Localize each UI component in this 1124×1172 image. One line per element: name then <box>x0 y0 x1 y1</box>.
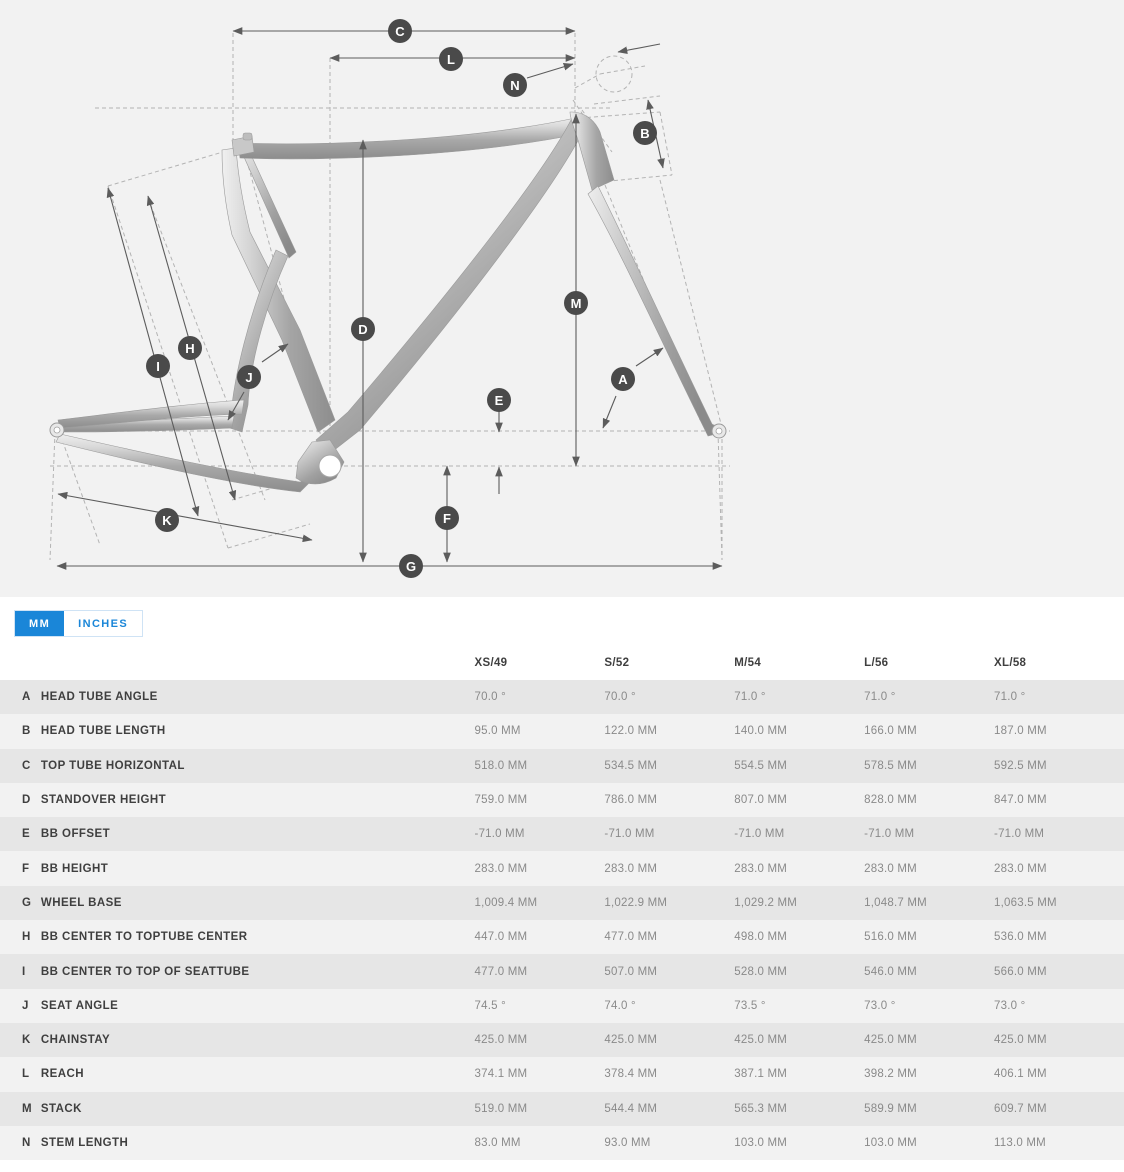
row-measurement-name: BB OFFSET <box>40 828 111 841</box>
header-row <box>0 645 1124 680</box>
row-value-S/52: 70.0 ° <box>604 691 636 704</box>
row-value-M/54: 103.0 MM <box>734 1137 788 1149</box>
row-value-XL/58: 847.0 MM <box>994 794 1047 807</box>
row-value-M/54: 565.3 MM <box>734 1102 788 1115</box>
row-letter: B <box>22 725 31 738</box>
header-name <box>41 645 475 680</box>
callout-G <box>399 554 423 578</box>
row-measurement-name: SEAT ANGLE <box>40 999 119 1012</box>
row-letter: H <box>22 931 31 944</box>
row-value-XL/58: 425.0 MM <box>994 1034 1047 1047</box>
row-value-XS/49: 95.0 MM <box>474 725 521 738</box>
geometry-table-header <box>0 645 1124 680</box>
callout-D <box>351 317 375 341</box>
row-value-S/52: 425.0 MM <box>604 1034 658 1047</box>
unit-toggle-mm[interactable]: MM <box>15 611 64 636</box>
row-value-XS/49: 83.0 MM <box>474 1137 521 1149</box>
row-value-M/54: 528.0 MM <box>734 965 788 978</box>
row-value-M/54: 387.1 MM <box>734 1068 788 1081</box>
row-letter: D <box>22 794 31 807</box>
row-measurement-name: STEM LENGTH <box>40 1137 129 1149</box>
row-letter: J <box>22 999 29 1012</box>
row-value-XS/49: 374.1 MM <box>474 1068 528 1081</box>
row-measurement-name: CHAINSTAY <box>40 1034 111 1047</box>
row-value-S/52: 786.0 MM <box>604 794 658 807</box>
table-row <box>0 886 1124 920</box>
table-row <box>0 783 1124 817</box>
callout-J <box>237 365 261 389</box>
row-value-XL/58: 113.0 MM <box>994 1137 1046 1149</box>
row-value-M/54: 73.5 ° <box>734 999 766 1012</box>
row-value-XL/58: 406.1 MM <box>994 1068 1047 1081</box>
row-letter: C <box>22 759 31 772</box>
callout-I-label: I <box>156 359 160 374</box>
table-row <box>0 1126 1124 1160</box>
table-row <box>0 817 1124 851</box>
row-value-XS/49: 70.0 ° <box>474 691 506 704</box>
row-value-XS/49: 425.0 MM <box>474 1034 528 1047</box>
row-value-XL/58: -71.0 MM <box>994 828 1045 841</box>
unit-toggle[interactable] <box>14 610 143 637</box>
row-value-S/52: 122.0 MM <box>604 725 658 738</box>
callout-M <box>564 291 588 315</box>
row-value-S/52: 93.0 MM <box>604 1137 651 1149</box>
callout-L <box>439 47 463 71</box>
header-size-xs: XS/49 <box>475 645 605 680</box>
row-value-S/52: 378.4 MM <box>604 1068 658 1081</box>
row-value-S/52: -71.0 MM <box>604 828 655 841</box>
row-value-XL/58: 536.0 MM <box>994 931 1047 944</box>
row-value-M/54: 425.0 MM <box>734 1034 788 1047</box>
row-value-S/52: 74.0 ° <box>604 999 636 1012</box>
callout-N-label: N <box>510 78 520 93</box>
callout-B <box>633 121 657 145</box>
callout-B-label: B <box>640 126 650 141</box>
callout-N <box>503 73 527 97</box>
callout-M-label: M <box>570 296 582 311</box>
geometry-table <box>0 645 1124 1160</box>
row-measurement-name: STANDOVER HEIGHT <box>40 794 167 807</box>
table-row <box>0 1023 1124 1057</box>
row-measurement-name: BB CENTER TO TOPTUBE CENTER <box>40 931 248 944</box>
row-letter: K <box>22 1034 31 1047</box>
table-row <box>0 749 1124 783</box>
row-measurement-name: HEAD TUBE LENGTH <box>40 725 166 738</box>
row-letter: I <box>22 965 26 978</box>
row-letter: F <box>22 862 30 875</box>
row-value-L/56: -71.0 MM <box>864 828 915 841</box>
row-value-XL/58: 187.0 MM <box>994 725 1047 738</box>
table-row <box>0 1092 1124 1126</box>
header-size-l: L/56 <box>864 645 994 680</box>
row-value-L/56: 166.0 MM <box>864 725 917 738</box>
header-letter <box>0 645 41 680</box>
row-letter: M <box>22 1102 32 1115</box>
row-value-L/56: 398.2 MM <box>864 1068 917 1081</box>
callout-C-label: C <box>395 24 405 39</box>
row-value-XL/58: 592.5 MM <box>994 759 1047 772</box>
row-value-M/54: 140.0 MM <box>734 725 788 738</box>
row-value-S/52: 507.0 MM <box>604 965 658 978</box>
row-value-L/56: 578.5 MM <box>864 759 917 772</box>
row-value-M/54: 71.0 ° <box>734 691 766 704</box>
callout-L-label: L <box>447 52 455 67</box>
row-value-XS/49: 759.0 MM <box>474 794 528 807</box>
row-letter: L <box>22 1068 30 1081</box>
row-value-XS/49: 447.0 MM <box>474 931 528 944</box>
row-value-S/52: 534.5 MM <box>604 759 658 772</box>
row-value-XL/58: 566.0 MM <box>994 965 1047 978</box>
row-value-L/56: 546.0 MM <box>864 965 917 978</box>
row-value-L/56: 103.0 MM <box>864 1137 917 1149</box>
callout-F-label: F <box>443 511 451 526</box>
rear-dropout <box>54 427 60 433</box>
front-dropout <box>716 428 722 434</box>
header-size-m: M/54 <box>734 645 864 680</box>
callout-E-label: E <box>494 393 504 408</box>
callout-D-label: D <box>358 322 368 337</box>
row-value-M/54: 1,029.2 MM <box>734 896 798 909</box>
row-value-XL/58: 73.0 ° <box>994 999 1026 1012</box>
row-value-XS/49: 518.0 MM <box>474 759 528 772</box>
callout-J-label: J <box>245 370 253 385</box>
row-measurement-name: BB HEIGHT <box>40 862 109 875</box>
callout-I <box>146 354 170 378</box>
bottom-bracket-center <box>319 455 341 477</box>
row-value-M/54: 807.0 MM <box>734 794 788 807</box>
table-row <box>0 1057 1124 1091</box>
row-value-XS/49: 74.5 ° <box>474 999 506 1012</box>
row-letter: A <box>22 691 31 704</box>
header-size-s: S/52 <box>604 645 734 680</box>
row-value-S/52: 544.4 MM <box>604 1102 658 1115</box>
table-row <box>0 989 1124 1023</box>
callout-E <box>487 388 511 412</box>
row-letter: E <box>22 828 30 841</box>
row-value-M/54: -71.0 MM <box>734 828 785 841</box>
row-value-L/56: 283.0 MM <box>864 862 917 875</box>
callout-A-label: A <box>618 372 628 387</box>
row-value-XL/58: 71.0 ° <box>994 691 1026 704</box>
row-value-L/56: 828.0 MM <box>864 794 917 807</box>
row-value-L/56: 589.9 MM <box>864 1102 917 1115</box>
row-measurement-name: HEAD TUBE ANGLE <box>40 691 158 704</box>
row-measurement-name: REACH <box>40 1068 85 1081</box>
row-value-M/54: 498.0 MM <box>734 931 788 944</box>
geometry-table-body <box>0 680 1124 1160</box>
callout-H-label: H <box>185 341 195 356</box>
row-measurement-name: STACK <box>40 1102 82 1115</box>
row-letter: G <box>22 896 32 909</box>
row-value-L/56: 1,048.7 MM <box>864 896 927 909</box>
row-value-XS/49: 283.0 MM <box>474 862 528 875</box>
row-value-M/54: 554.5 MM <box>734 759 788 772</box>
unit-toggle-inches[interactable]: INCHES <box>64 611 142 636</box>
table-row <box>0 954 1124 988</box>
row-value-S/52: 1,022.9 MM <box>604 896 668 909</box>
callout-C <box>388 19 412 43</box>
callout-K-label: K <box>162 513 172 528</box>
row-value-S/52: 283.0 MM <box>604 862 658 875</box>
table-row <box>0 680 1124 714</box>
row-value-S/52: 477.0 MM <box>604 931 658 944</box>
row-value-XS/49: -71.0 MM <box>474 828 525 841</box>
callout-H <box>178 336 202 360</box>
row-value-XS/49: 519.0 MM <box>474 1102 528 1115</box>
row-value-XL/58: 1,063.5 MM <box>994 896 1057 909</box>
table-row <box>0 851 1124 885</box>
row-value-XS/49: 1,009.4 MM <box>474 896 538 909</box>
row-value-L/56: 73.0 ° <box>864 999 896 1012</box>
row-value-L/56: 516.0 MM <box>864 931 917 944</box>
row-value-L/56: 425.0 MM <box>864 1034 917 1047</box>
row-measurement-name: BB CENTER TO TOP OF SEATTUBE <box>40 965 250 978</box>
row-value-XS/49: 477.0 MM <box>474 965 528 978</box>
row-measurement-name: WHEEL BASE <box>40 896 122 909</box>
table-row <box>0 920 1124 954</box>
callout-K <box>155 508 179 532</box>
row-value-M/54: 283.0 MM <box>734 862 788 875</box>
row-value-L/56: 71.0 ° <box>864 691 896 704</box>
callout-G-label: G <box>405 559 417 574</box>
row-value-XL/58: 283.0 MM <box>994 862 1047 875</box>
header-size-xl: XL/58 <box>994 645 1124 680</box>
row-letter: N <box>22 1137 31 1149</box>
callout-F <box>435 506 459 530</box>
row-value-XL/58: 609.7 MM <box>994 1102 1047 1115</box>
table-row <box>0 714 1124 748</box>
callout-A <box>611 367 635 391</box>
row-measurement-name: TOP TUBE HORIZONTAL <box>40 759 185 772</box>
